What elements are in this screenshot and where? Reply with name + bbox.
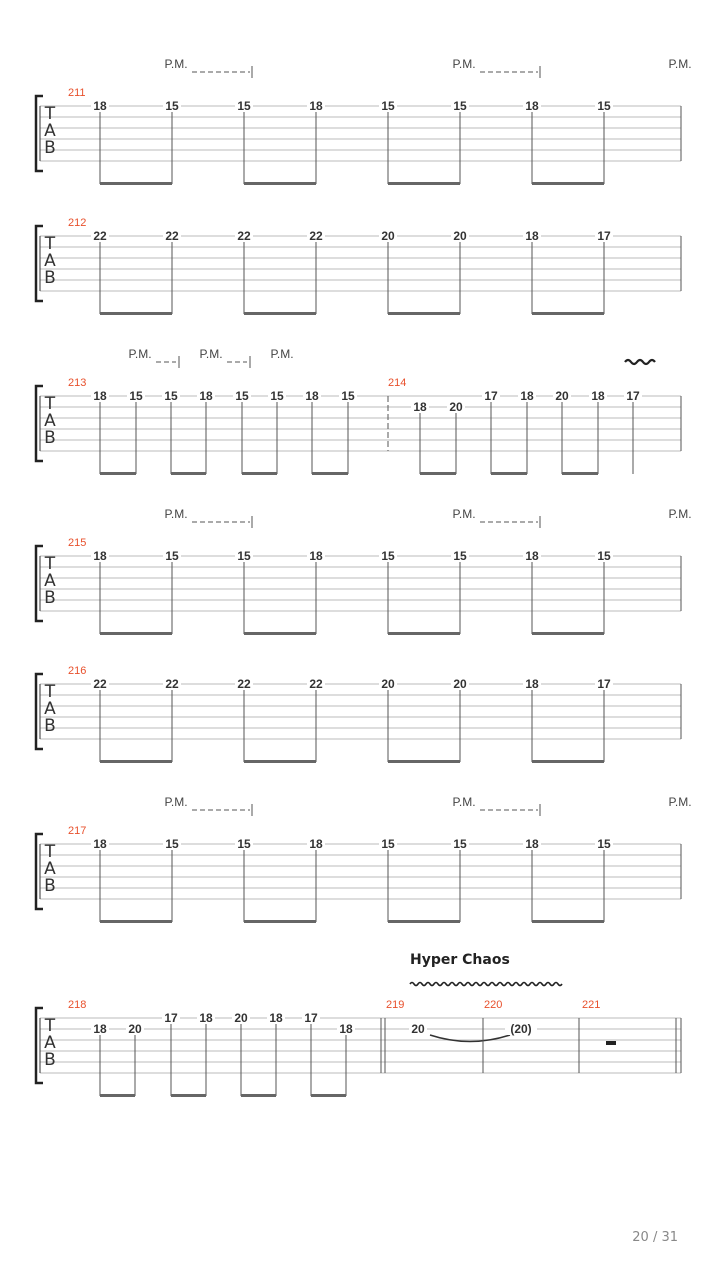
fret-number: (20) xyxy=(510,1022,532,1036)
beam xyxy=(562,472,598,475)
fret-number: 20 xyxy=(449,400,463,414)
fret-number: 20 xyxy=(411,1022,425,1036)
fret-number: 15 xyxy=(270,389,284,403)
fret-number: 15 xyxy=(129,389,143,403)
beam xyxy=(244,632,316,635)
fret-number: 20 xyxy=(381,677,395,691)
fret-number: 22 xyxy=(165,229,179,243)
fret-number: 20 xyxy=(381,229,395,243)
tab-clef-letter: B xyxy=(44,716,56,736)
fret-number: 15 xyxy=(237,837,251,851)
palm-mute-label: P.M. xyxy=(270,347,294,361)
tab-clef-letter: T xyxy=(44,394,56,414)
fret-number: 15 xyxy=(237,99,251,113)
fret-number: 18 xyxy=(199,1011,213,1025)
tab-clef-letter: T xyxy=(44,682,56,702)
beam xyxy=(100,632,172,635)
fret-number: 18 xyxy=(199,389,213,403)
beam xyxy=(420,472,456,475)
tab-clef-letter: A xyxy=(44,251,56,271)
fret-number: 20 xyxy=(453,677,467,691)
tab-clef-letter: A xyxy=(44,411,56,431)
beam xyxy=(100,312,172,315)
fret-number: 15 xyxy=(597,837,611,851)
fret-number: 18 xyxy=(93,837,107,851)
fret-number: 17 xyxy=(626,389,640,403)
beam xyxy=(242,472,277,475)
beam xyxy=(388,182,460,185)
tab-clef-letter: T xyxy=(44,234,56,254)
fret-number: 18 xyxy=(525,99,539,113)
tab-clef-letter: T xyxy=(44,1016,56,1036)
tab-clef-letter: B xyxy=(44,876,56,896)
fret-number: 15 xyxy=(381,549,395,563)
fret-number: 15 xyxy=(165,549,179,563)
measure-number: 217 xyxy=(68,825,87,837)
palm-mute-label: P.M. xyxy=(668,507,692,521)
rest-symbol xyxy=(606,1041,616,1045)
fret-number: 18 xyxy=(93,389,107,403)
tab-clef-letter: A xyxy=(44,571,56,591)
fret-number: 22 xyxy=(309,677,323,691)
measure-number: 218 xyxy=(68,999,87,1011)
palm-mute-label: P.M. xyxy=(128,347,152,361)
tab-clef-letter: T xyxy=(44,554,56,574)
fret-number: 15 xyxy=(165,99,179,113)
palm-mute-label: P.M. xyxy=(164,507,188,521)
tab-clef-letter: A xyxy=(44,1033,56,1053)
fret-number: 18 xyxy=(525,229,539,243)
tie-arc xyxy=(430,1035,510,1042)
beam xyxy=(244,920,316,923)
measure-number: 219 xyxy=(386,999,405,1011)
palm-mute-label: P.M. xyxy=(452,507,476,521)
beam xyxy=(244,182,316,185)
fret-number: 15 xyxy=(381,99,395,113)
vibrato-wave xyxy=(410,983,562,986)
fret-number: 15 xyxy=(597,99,611,113)
beam xyxy=(244,760,316,763)
beam xyxy=(388,760,460,763)
tab-clef-letter: A xyxy=(44,859,56,879)
tab-clef-letter: B xyxy=(44,268,56,288)
fret-number: 18 xyxy=(520,389,534,403)
vibrato-mark xyxy=(625,360,655,364)
palm-mute-label: P.M. xyxy=(199,347,223,361)
fret-number: 22 xyxy=(309,229,323,243)
fret-number: 18 xyxy=(93,99,107,113)
measure-number: 221 xyxy=(582,999,601,1011)
fret-number: 18 xyxy=(309,837,323,851)
fret-number: 15 xyxy=(597,549,611,563)
fret-number: 20 xyxy=(555,389,569,403)
fret-number: 20 xyxy=(234,1011,248,1025)
fret-number: 22 xyxy=(237,677,251,691)
fret-number: 18 xyxy=(93,1022,107,1036)
measure-number: 213 xyxy=(68,377,87,389)
measure-number: 215 xyxy=(68,537,87,549)
tab-clef-letter: B xyxy=(44,428,56,448)
beam xyxy=(532,182,604,185)
fret-number: 18 xyxy=(339,1022,353,1036)
measure-number: 212 xyxy=(68,217,87,229)
fret-number: 22 xyxy=(237,229,251,243)
fret-number: 17 xyxy=(597,229,611,243)
beam xyxy=(100,1094,135,1097)
palm-mute-label: P.M. xyxy=(668,57,692,71)
tab-clef-letter: T xyxy=(44,104,56,124)
fret-number: 18 xyxy=(309,99,323,113)
fret-number: 22 xyxy=(93,229,107,243)
beam xyxy=(100,760,172,763)
tab-clef-letter: B xyxy=(44,588,56,608)
fret-number: 17 xyxy=(484,389,498,403)
fret-number: 15 xyxy=(381,837,395,851)
beam xyxy=(532,312,604,315)
beam xyxy=(491,472,527,475)
beam xyxy=(311,1094,346,1097)
page-number: 20 / 31 xyxy=(632,1230,678,1245)
fret-number: 18 xyxy=(305,389,319,403)
fret-number: 18 xyxy=(525,549,539,563)
beam xyxy=(100,182,172,185)
beam xyxy=(244,312,316,315)
beam xyxy=(532,632,604,635)
fret-number: 15 xyxy=(453,549,467,563)
palm-mute-label: P.M. xyxy=(452,57,476,71)
fret-number: 15 xyxy=(453,837,467,851)
fret-number: 18 xyxy=(269,1011,283,1025)
fret-number: 15 xyxy=(235,389,249,403)
fret-number: 15 xyxy=(341,389,355,403)
palm-mute-label: P.M. xyxy=(452,795,476,809)
beam xyxy=(532,760,604,763)
measure-number: 216 xyxy=(68,665,87,677)
fret-number: 18 xyxy=(525,837,539,851)
fret-number: 18 xyxy=(591,389,605,403)
fret-number: 22 xyxy=(165,677,179,691)
fret-number: 15 xyxy=(164,389,178,403)
fret-number: 20 xyxy=(453,229,467,243)
measure-number: 211 xyxy=(68,87,86,99)
tab-clef-letter: B xyxy=(44,138,56,158)
beam xyxy=(388,312,460,315)
fret-number: 20 xyxy=(128,1022,142,1036)
fret-number: 18 xyxy=(413,400,427,414)
fret-number: 18 xyxy=(525,677,539,691)
fret-number: 15 xyxy=(453,99,467,113)
measure-number: 214 xyxy=(388,377,407,389)
section-title: Hyper Chaos xyxy=(410,952,510,968)
beam xyxy=(388,632,460,635)
fret-number: 17 xyxy=(304,1011,318,1025)
beam xyxy=(532,920,604,923)
tab-clef-letter: A xyxy=(44,121,56,141)
fret-number: 17 xyxy=(597,677,611,691)
palm-mute-label: P.M. xyxy=(668,795,692,809)
tab-clef-letter: T xyxy=(44,842,56,862)
measure-number: 220 xyxy=(484,999,503,1011)
fret-number: 18 xyxy=(309,549,323,563)
beam xyxy=(388,920,460,923)
fret-number: 17 xyxy=(164,1011,178,1025)
palm-mute-label: P.M. xyxy=(164,57,188,71)
tab-clef-letter: B xyxy=(44,1050,56,1070)
beam xyxy=(312,472,348,475)
beam xyxy=(171,1094,206,1097)
fret-number: 15 xyxy=(237,549,251,563)
fret-number: 15 xyxy=(165,837,179,851)
fret-number: 22 xyxy=(93,677,107,691)
fret-number: 18 xyxy=(93,549,107,563)
beam xyxy=(241,1094,276,1097)
tab-clef-letter: A xyxy=(44,699,56,719)
beam xyxy=(100,472,136,475)
palm-mute-label: P.M. xyxy=(164,795,188,809)
beam xyxy=(171,472,206,475)
beam xyxy=(100,920,172,923)
